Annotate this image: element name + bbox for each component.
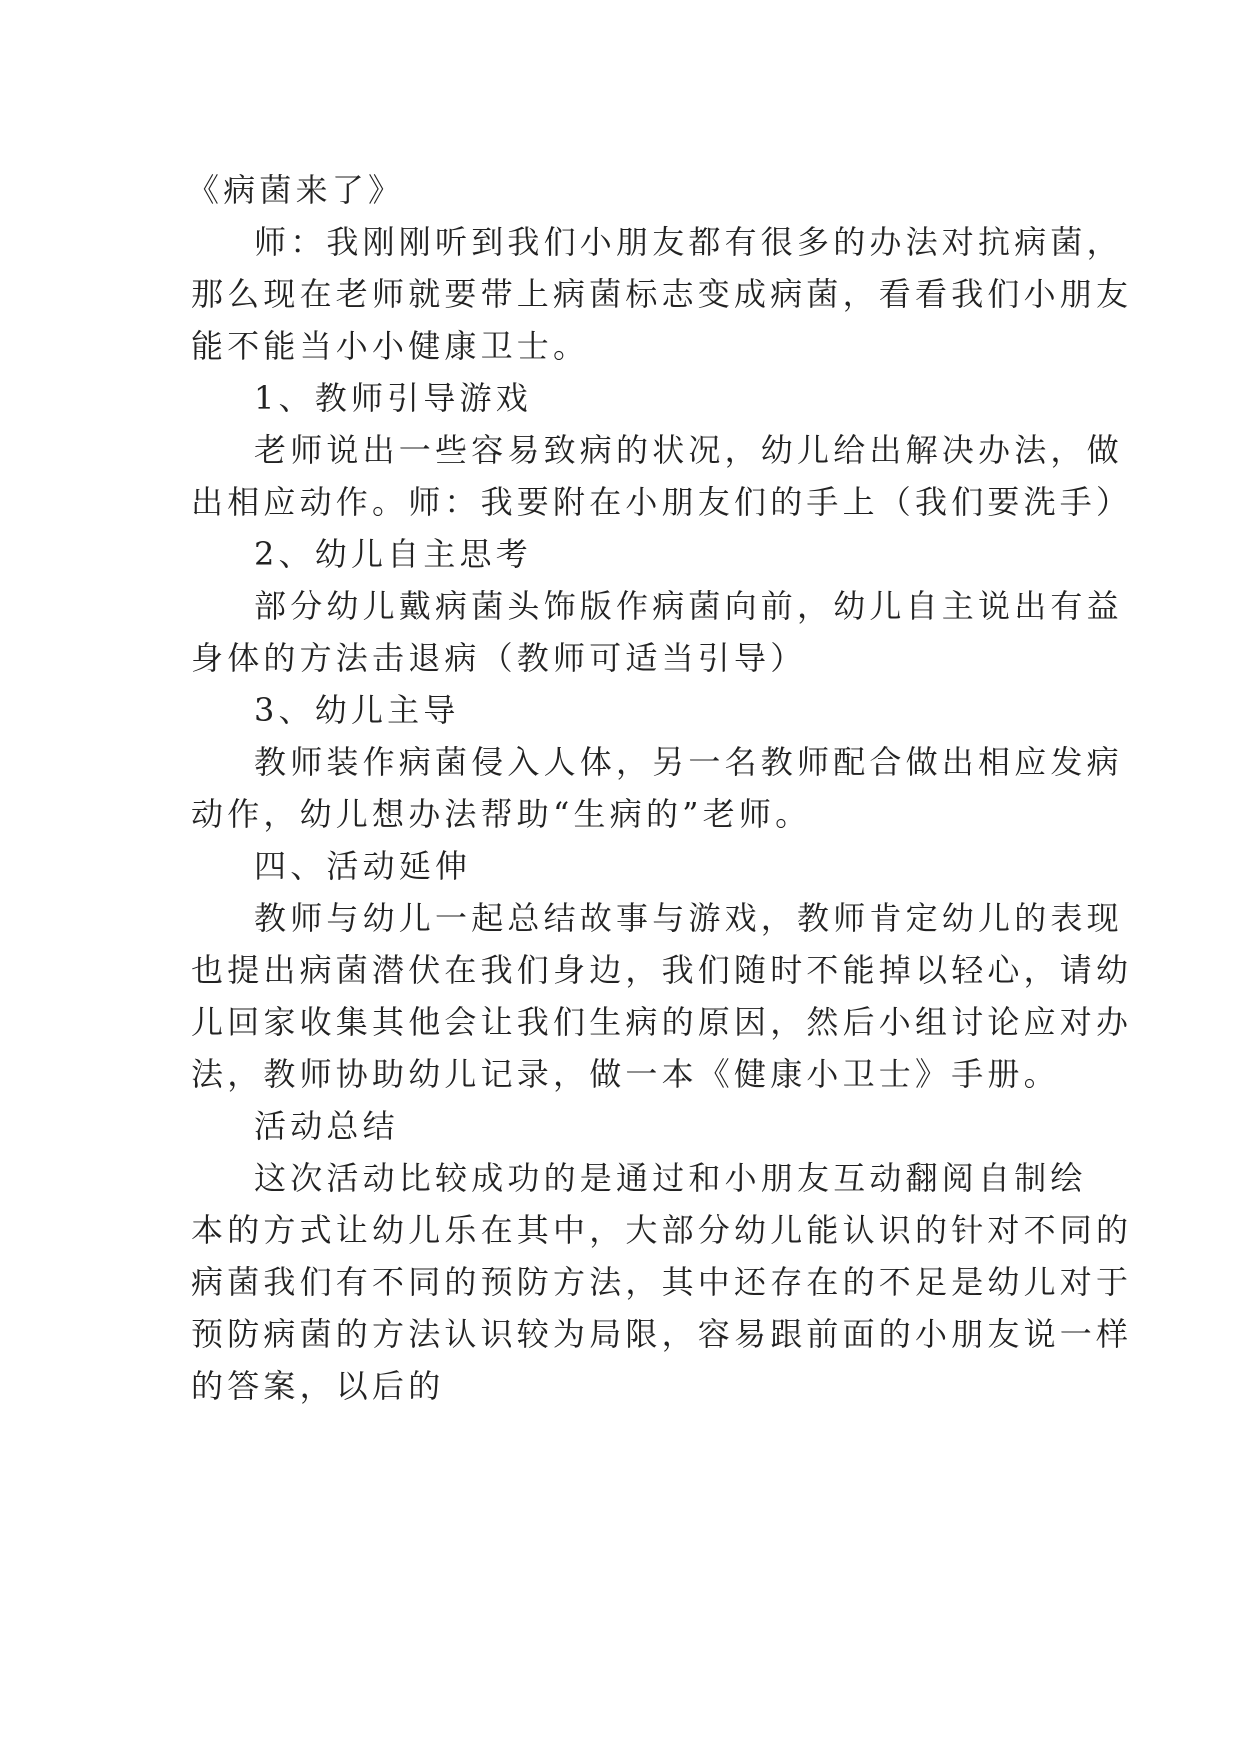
paragraph-line: 儿回家收集其他会让我们生病的原因，然后小组讨论应对办 — [191, 1003, 1133, 1041]
paragraph-line: 能不能当小小健康卫士。 — [191, 327, 590, 365]
paragraph-line: 本的方式让幼儿乐在其中，大部分幼儿能认识的针对不同的 — [191, 1211, 1133, 1249]
paragraph-line: 那么现在老师就要带上病菌标志变成病菌，看看我们小朋友 — [191, 275, 1133, 313]
paragraph-line: 的答案，以后的 — [191, 1367, 445, 1405]
document-title: 《病菌来了》 — [187, 171, 405, 209]
paragraph-line: 动作，幼儿想办法帮助“生病的”老师。 — [191, 795, 812, 833]
section-heading: 1、教师引导游戏 — [254, 379, 532, 417]
paragraph-line: 也提出病菌潜伏在我们身边，我们随时不能掉以轻心，请幼 — [191, 951, 1133, 989]
paragraph-line: 身体的方法击退病（教师可适当引导） — [191, 639, 807, 677]
paragraph-line: 病菌我们有不同的预防方法，其中还存在的不足是幼儿对于 — [191, 1263, 1133, 1301]
paragraph-line: 部分幼儿戴病菌头饰版作病菌向前，幼儿自主说出有益 — [254, 587, 1123, 625]
paragraph-line: 出相应动作。师：我要附在小朋友们的手上（我们要洗手） — [191, 483, 1133, 521]
paragraph-line: 教师装作病菌侵入人体，另一名教师配合做出相应发病 — [254, 743, 1123, 781]
section-heading: 活动总结 — [254, 1107, 399, 1145]
paragraph-line: 教师与幼儿一起总结故事与游戏，教师肯定幼儿的表现 — [254, 899, 1123, 937]
paragraph-line: 老师说出一些容易致病的状况，幼儿给出解决办法，做 — [254, 431, 1123, 469]
section-heading: 3、幼儿主导 — [254, 691, 460, 729]
section-heading: 2、幼儿自主思考 — [254, 535, 532, 573]
paragraph-line: 这次活动比较成功的是通过和小朋友互动翻阅自制绘 — [254, 1159, 1087, 1197]
paragraph-line: 预防病菌的方法认识较为局限，容易跟前面的小朋友说一样 — [191, 1315, 1133, 1353]
paragraph-line: 师：我刚刚听到我们小朋友都有很多的办法对抗病菌， — [254, 223, 1123, 261]
paragraph-line: 法，教师协助幼儿记录，做一本《健康小卫士》手册。 — [191, 1055, 1060, 1093]
section-heading: 四、活动延伸 — [254, 847, 472, 885]
